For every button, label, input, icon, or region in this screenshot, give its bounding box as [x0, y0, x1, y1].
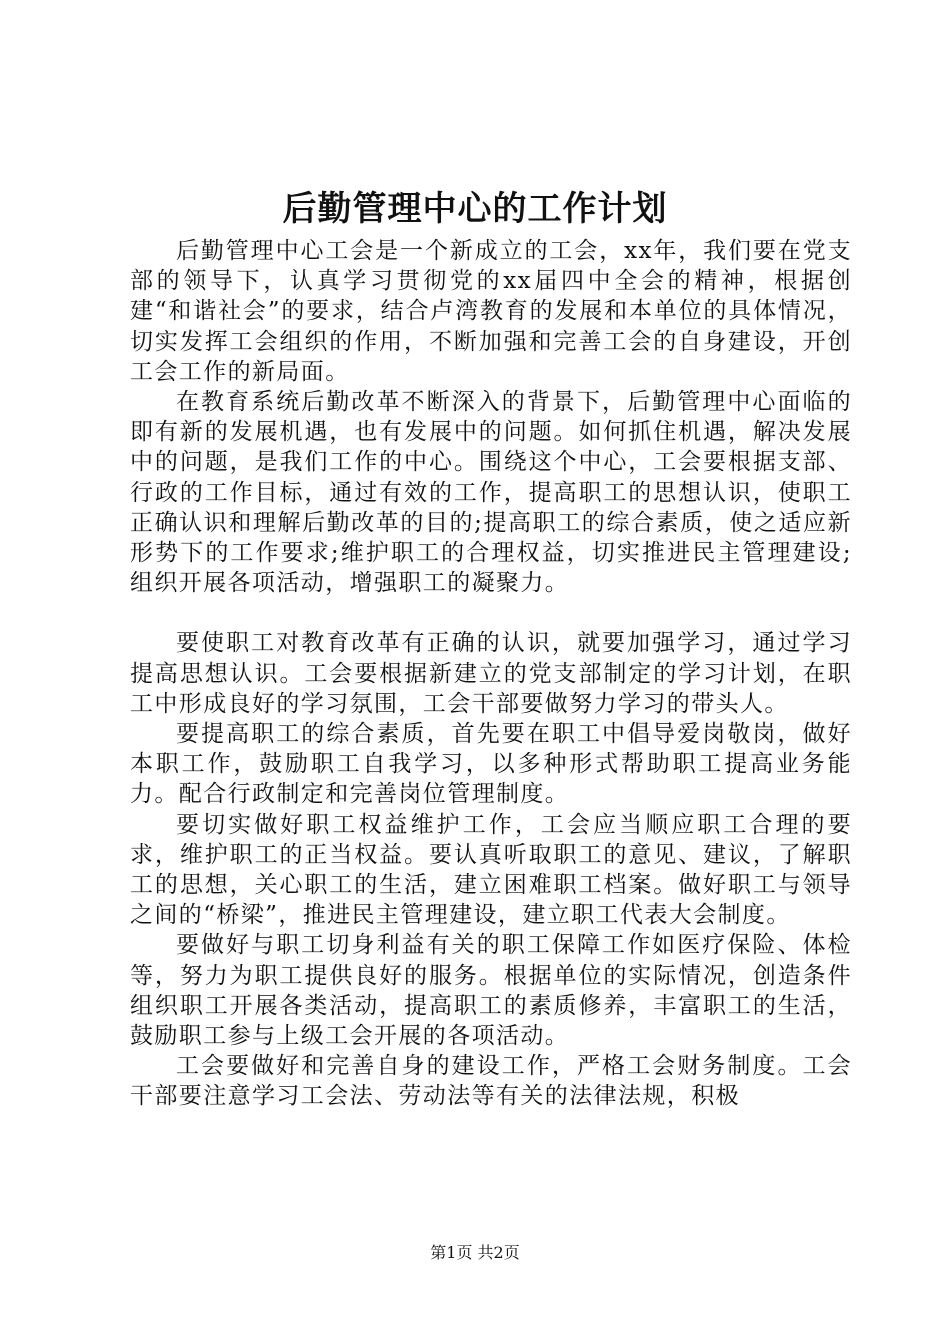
paragraph: 要做好与职工切身利益有关的职工保障工作如医疗保险、体检等，努力为职工提供良好的服务。根据单位的实际情况，创造条件组织职工开展各类活动，提高职工的素质修养，丰富职工的生活，鼓励职工参与上级工会开展的各项活动。 [130, 932, 852, 1050]
document-body [130, 236, 852, 1112]
paragraph: 后勤管理中心工会是一个新成立的工会，xx年，我们要在党支部的领导下，认真学习贯彻党的xx届四中全会的精神，根据创建“和谐社会”的要求，结合卢湾教育的发展和本单位的具体情况，切实发挥工会组织的作用，不断加强和完善工会的自身建设，开创工会工作的新局面。 [130, 238, 852, 385]
paragraph: 要提高职工的综合素质，首先要在职工中倡导爱岗敬岗，做好本职工作，鼓励职工自我学习，以多种形式帮助职工提高业务能力。配合行政制定和完善岗位管理制度。 [130, 721, 852, 808]
document-title: 后勤管理中心的工作计划 [282, 189, 668, 229]
paragraph: 在教育系统后勤改革不断深入的背景下，后勤管理中心面临的即有新的发展机遇，也有发展中的问题。如何抓住机遇，解决发展中的问题，是我们工作的中心。围绕这个中心，工会要根据支部、行政的工作目标，通过有效的工作，提高职工的思想认识，使职工正确认识和理解后勤改革的目的;提高职工的综合素质，使之适应新形势下的工作要求;维护职工的合理权益，切实推进民主管理建设;组织开展各项活动，增强职工的凝聚力。 [130, 389, 852, 597]
paragraph: 要使职工对教育改革有正确的认识，就要加强学习，通过学习提高思想认识。工会要根据新建立的党支部制定的学习计划，在职工中形成良好的学习氛围，工会干部要做努力学习的带头人。 [130, 630, 852, 717]
paragraph: 工会要做好和完善自身的建设工作，严格工会财务制度。工会干部要注意学习工会法、劳动法等有关的法律法规，积极 [130, 1053, 852, 1110]
paragraph: 要切实做好职工权益维护工作，工会应当顺应职工合理的要求，维护职工的正当权益。要认真听取职工的意见、建议，了解职工的思想，关心职工的生活，建立困难职工档案。做好职工与领导之间的“桥梁”，推进民主管理建设，建立职工代表大会制度。 [130, 811, 852, 929]
page-footer: 第1页 共2页 [430, 1243, 520, 1262]
